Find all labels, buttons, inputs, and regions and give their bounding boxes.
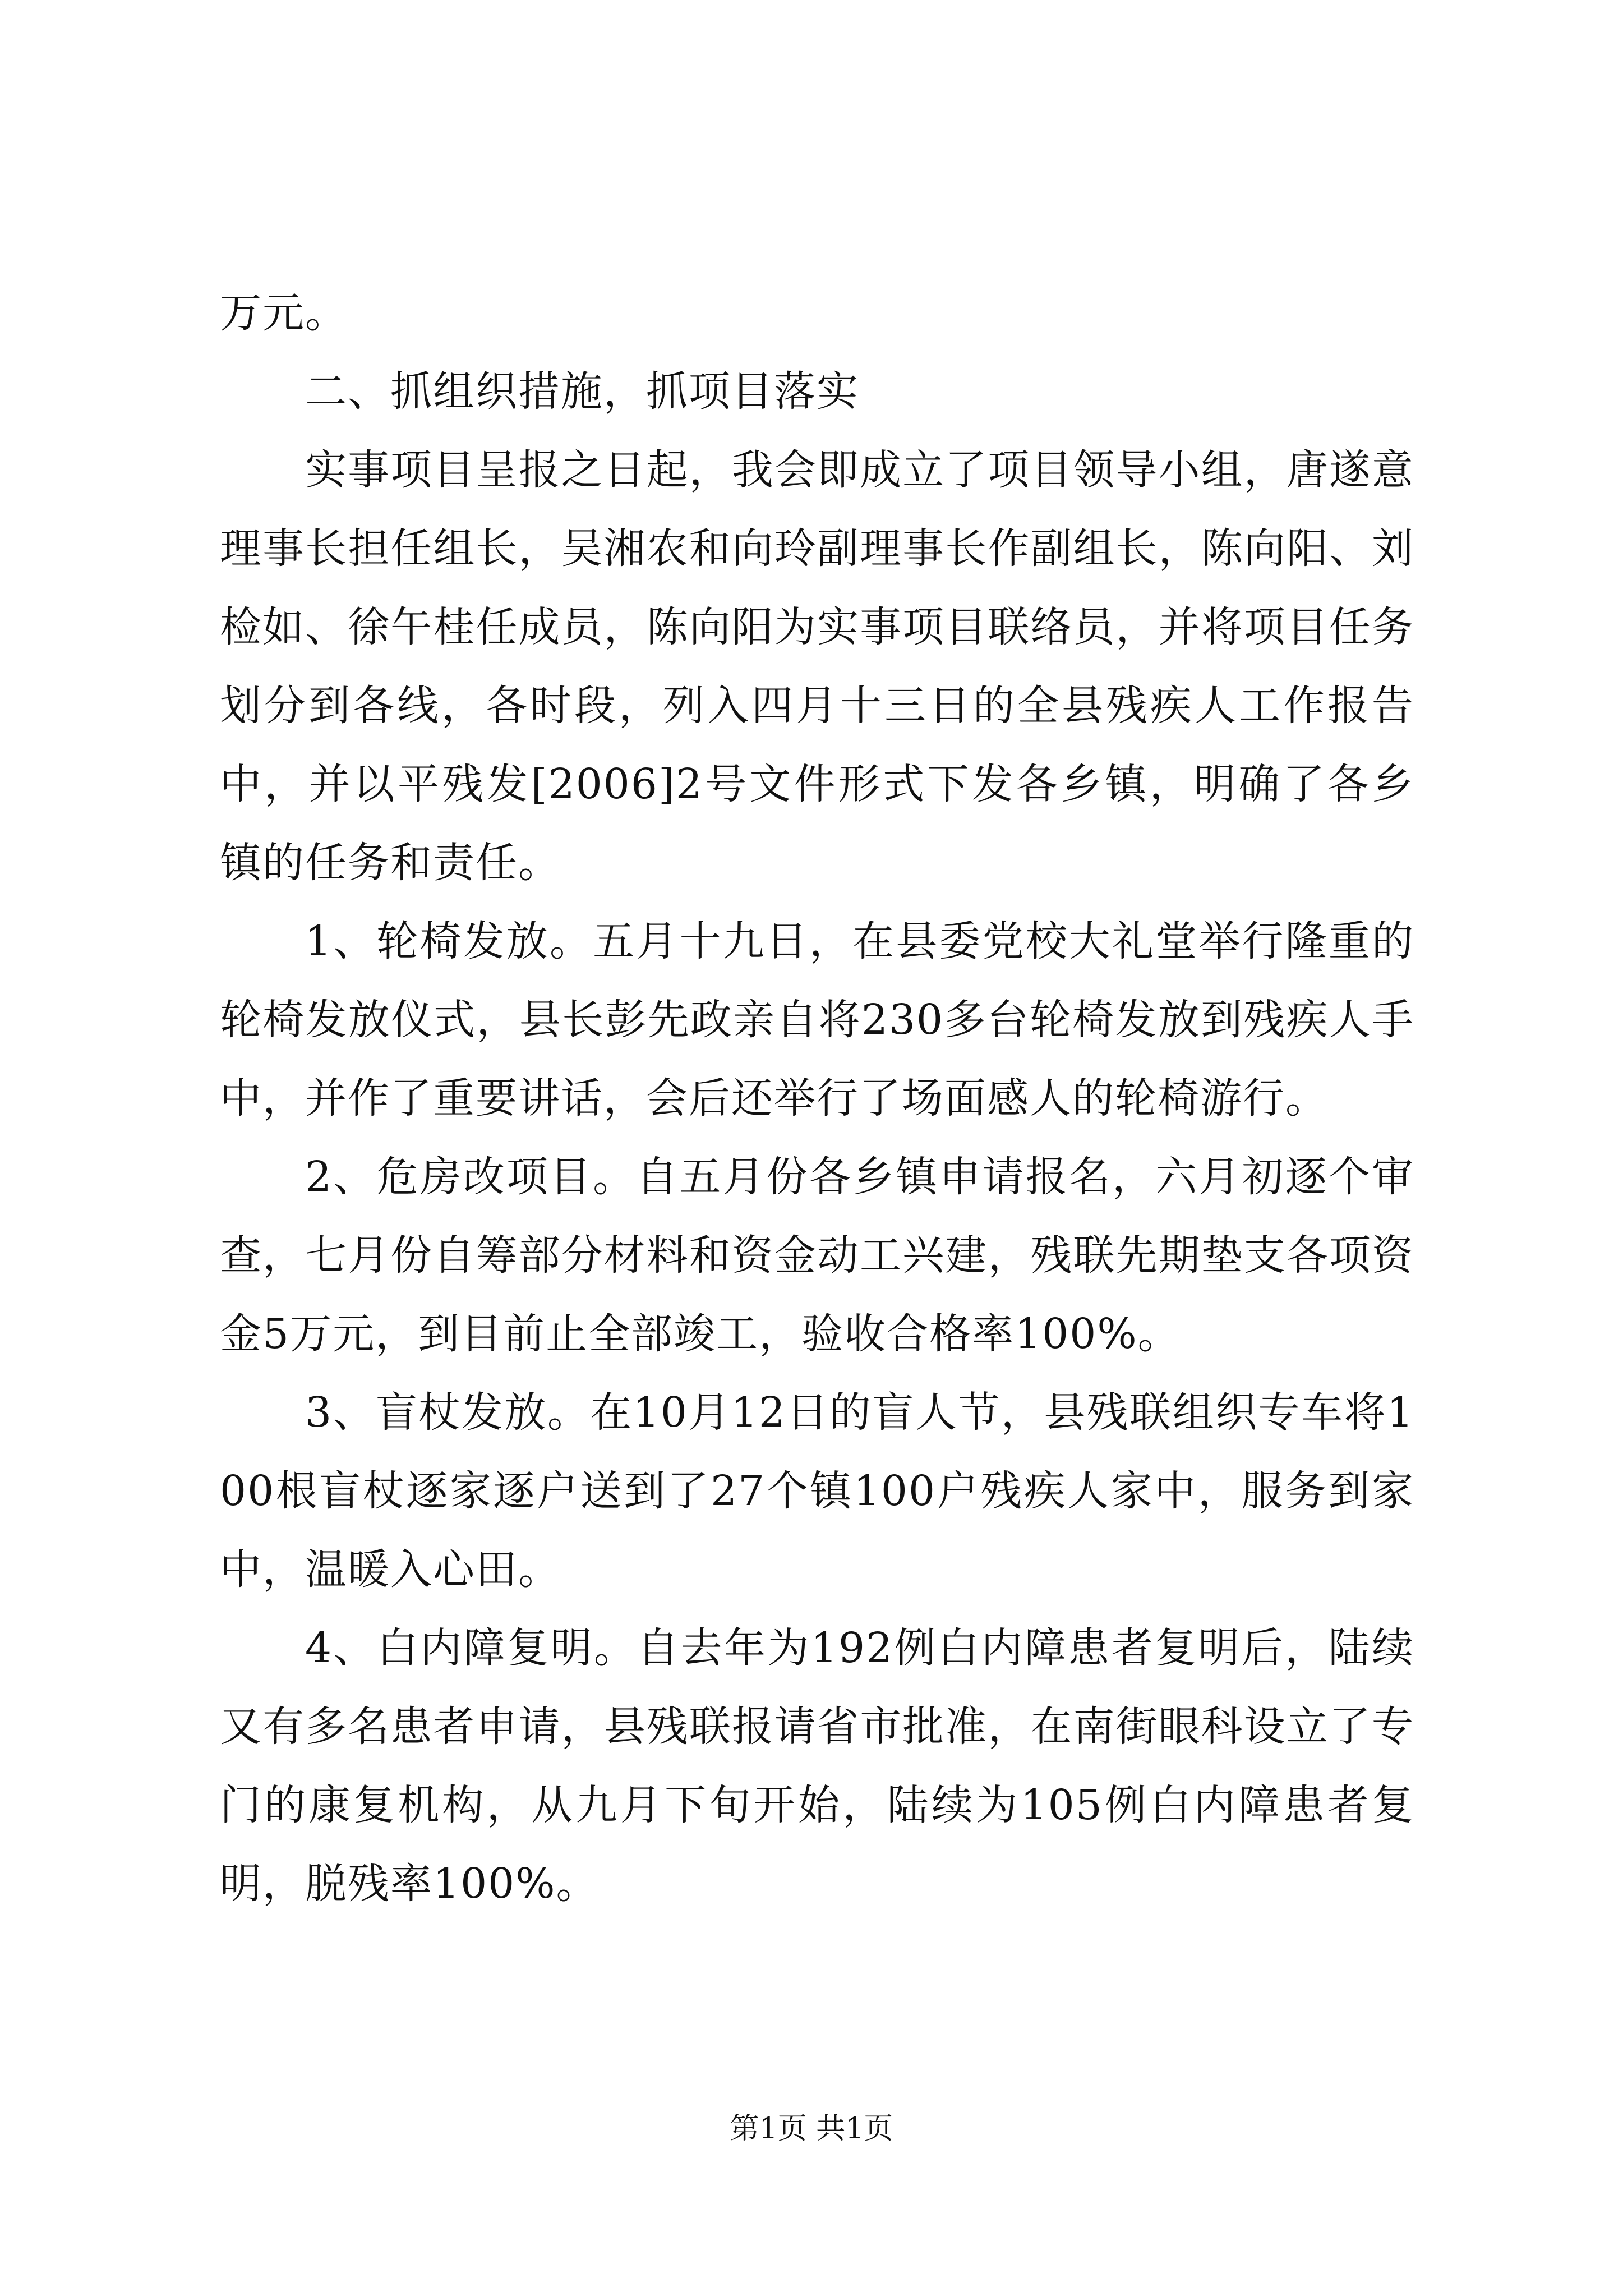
document-body [220, 274, 1414, 1923]
paragraph-housing: 2、危房改项目。自五月份各乡镇申请报名，六月初逐个审查，七月份自筹部分材料和资金动工兴建，残联先期垫支各项资金5万元，到目前止全部竣工，验收合格率100%。 [220, 1153, 1414, 1358]
paragraph-continuation: 万元。 [220, 289, 348, 337]
paragraph-cataract: 4、白内障复明。自去年为192例白内障患者复明后，陆续又有多名患者申请，县残联报请省市批准，在南街眼科设立了专门的康复机构，从九月下旬开始，陆续为105例白内障患者复明，脱残率100%。 [220, 1624, 1414, 1908]
page-footer: 第1页 共1页 [730, 2112, 893, 2146]
paragraph-wheelchair: 1、轮椅发放。五月十九日，在县委党校大礼堂举行隆重的轮椅发放仪式，县长彭先政亲自将230多台轮椅发放到残疾人手中，并作了重要讲话，会后还举行了场面感人的轮椅游行。 [220, 917, 1414, 1122]
paragraph-white-cane: 3、盲杖发放。在10月12日的盲人节，县残联组织专车将100根盲杖逐家逐户送到了27个镇100户残疾人家中，服务到家中，温暖入心田。 [220, 1388, 1414, 1594]
paragraph-leadership-group: 实事项目呈报之日起，我会即成立了项目领导小组，唐遂意理事长担任组长，吴湘农和向玲副理事长作副组长，陈向阳、刘检如、徐午桂任成员，陈向阳为实事项目联络员，并将项目任务划分到各线，各时段，列入四月十三日的全县残疾人工作报告中，并以平残发[2006]2号文件形式下发各乡镇，明确了各乡镇的任务和责任。 [220, 446, 1414, 887]
section-heading: 二、抓组织措施，抓项目落实 [305, 367, 859, 416]
